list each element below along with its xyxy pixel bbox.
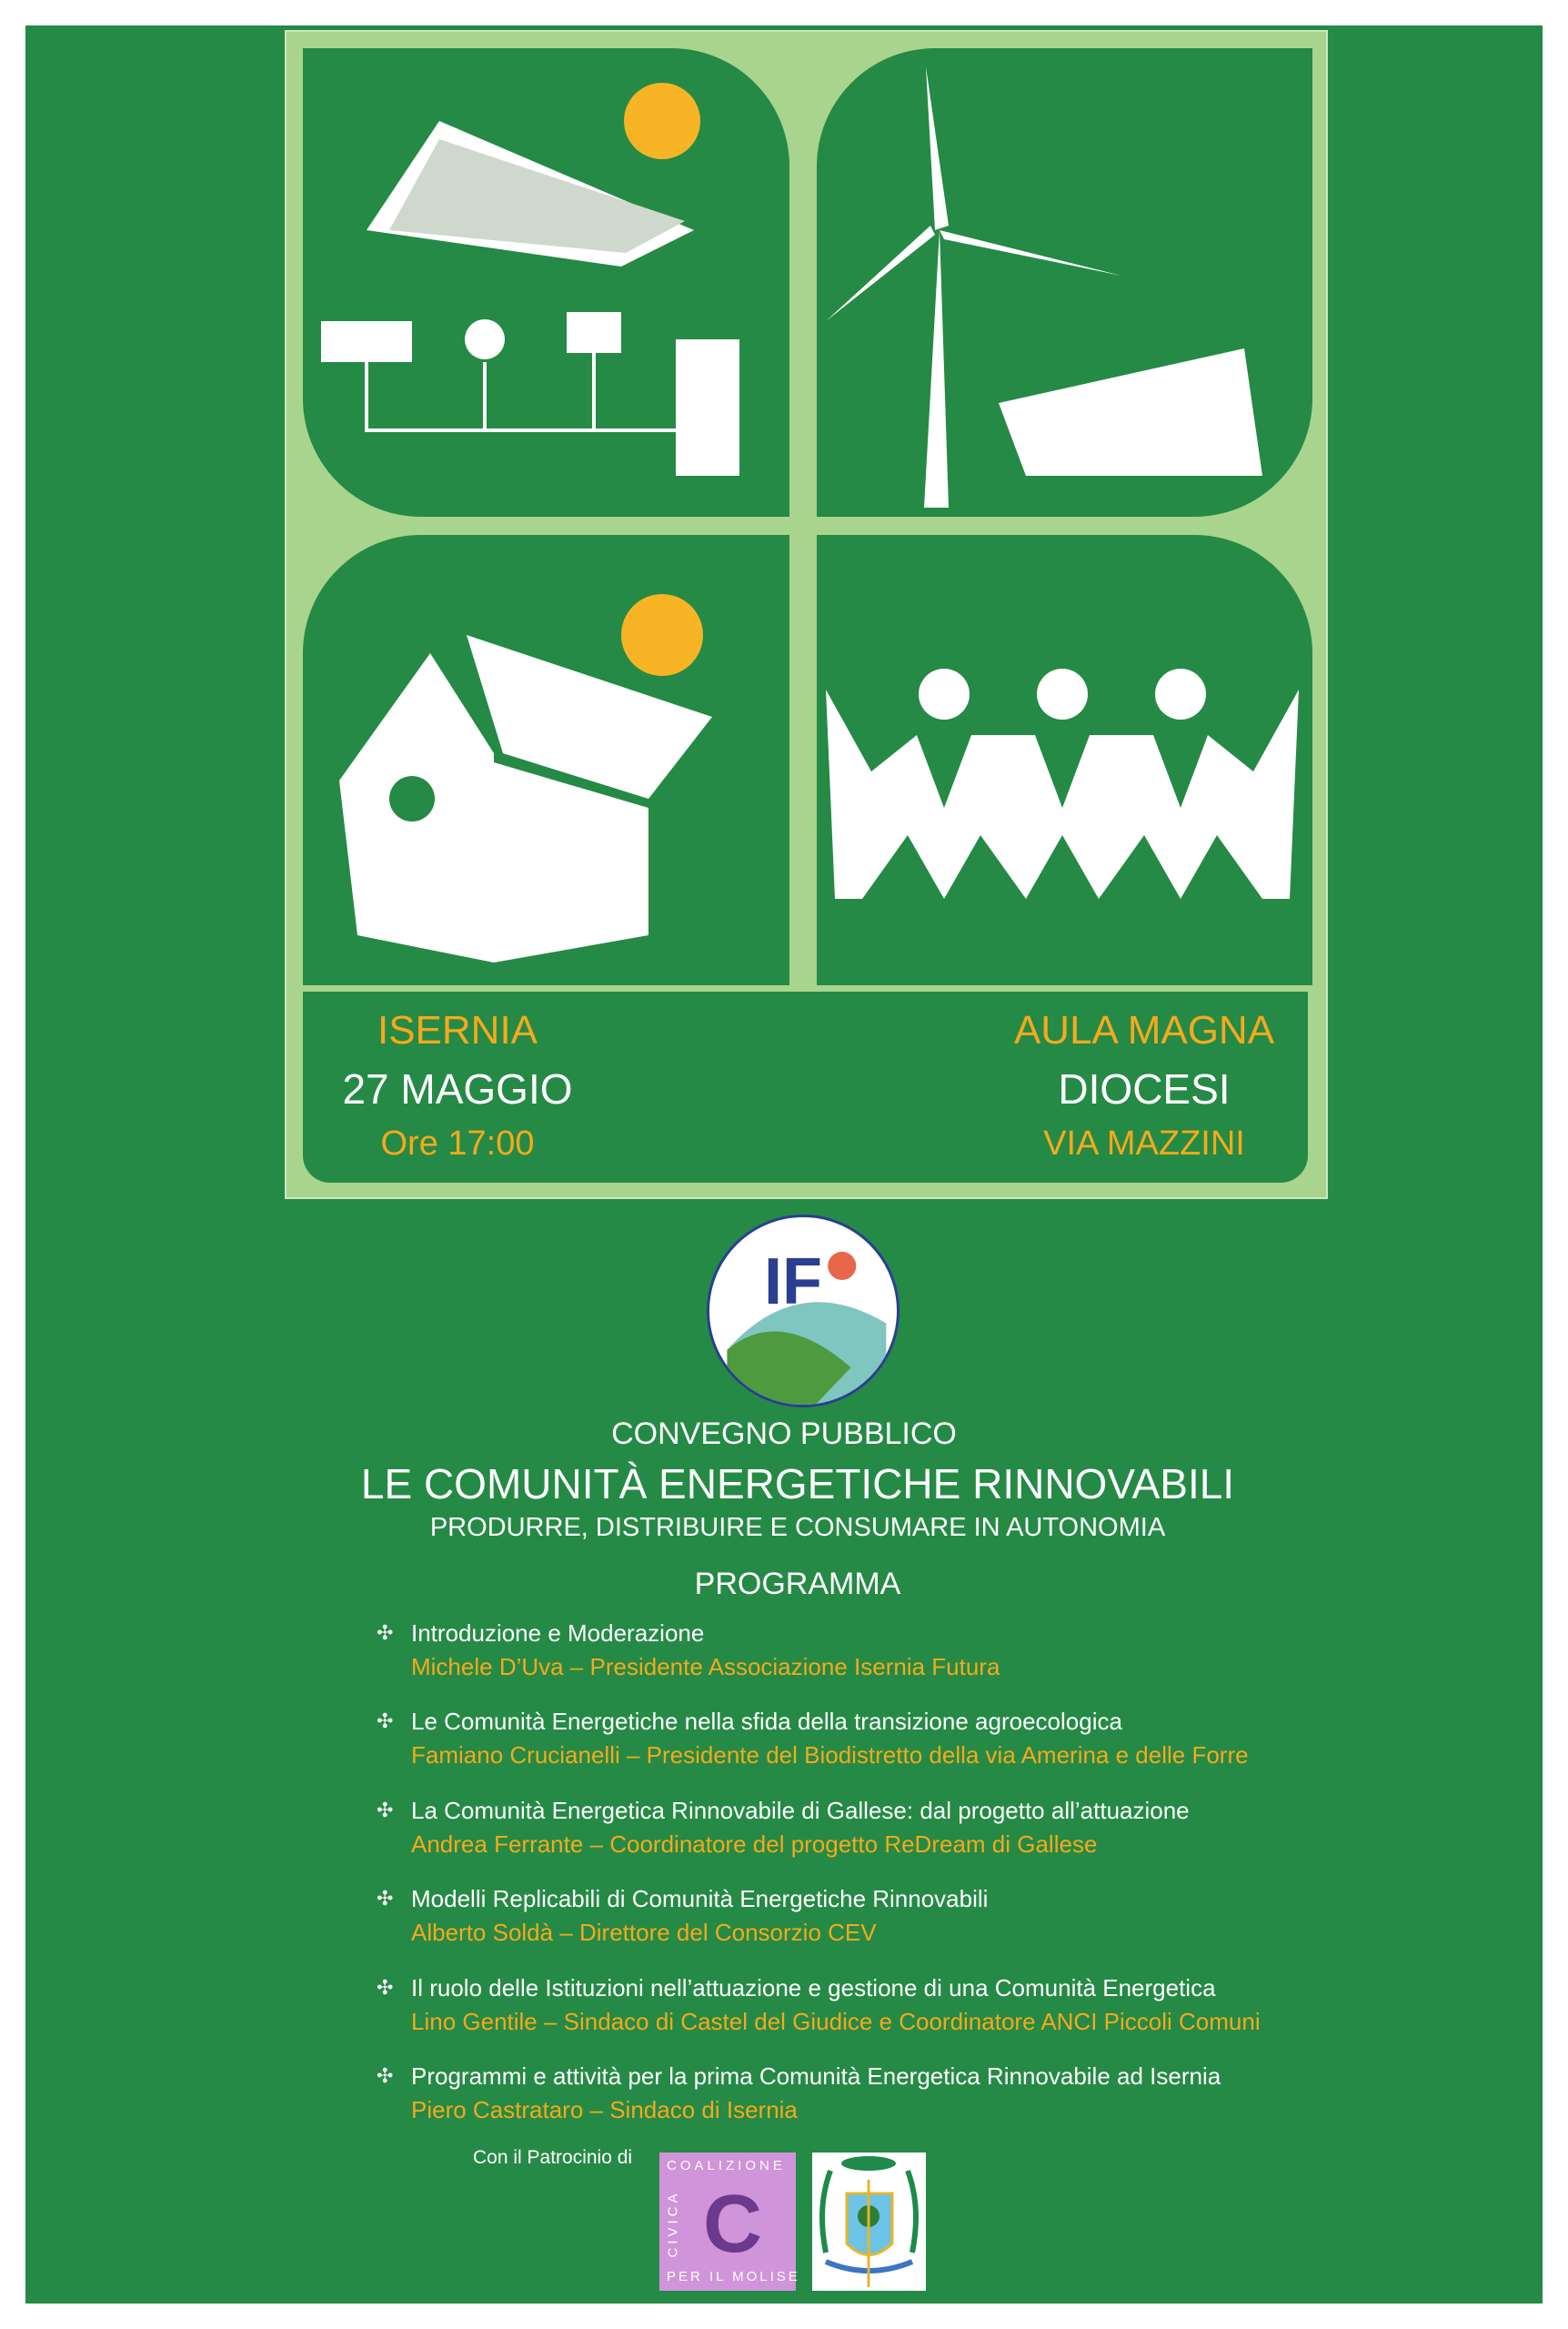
program-item: [373, 1885, 1373, 1947]
program-speaker: Famiano Crucianelli – Presidente del Biodistretto della via Amerina e delle Forre: [411, 1741, 1249, 1769]
bullet-icon: ✣: [377, 1799, 394, 1821]
program-topic: Introduzione e Moderazione: [411, 1619, 705, 1647]
people-chain-illustration: [817, 535, 1312, 985]
program-topic: Programmi e attività per la prima Comunità Energetica Rinnovabile ad Isernia: [411, 2062, 1221, 2090]
program-speaker: Lino Gentile – Sindaco di Castel del Giudice e Coordinatore ANCI Piccoli Comuni: [411, 2008, 1261, 2035]
program-item: [373, 1797, 1373, 1859]
program-item: [373, 1708, 1373, 1769]
kicker: CONVEGNO PUBBLICO: [611, 1417, 957, 1451]
event-venue: AULA MAGNA: [1013, 1008, 1275, 1053]
solar-roof-illustration: [303, 48, 789, 517]
patronage-label: Con il Patrocinio di: [473, 2147, 633, 2168]
civica-letter: C: [703, 2179, 762, 2270]
program-topic: Modelli Replicabili di Comunità Energetiche Rinnovabili: [411, 1885, 989, 1912]
program-speaker: Michele D’Uva – Presidente Associazione Isernia Futura: [411, 1653, 1000, 1680]
bullet-icon: ✣: [377, 1621, 394, 1644]
bullet-icon: ✣: [377, 1887, 394, 1910]
event-city: ISERNIA: [377, 1008, 538, 1053]
program-heading: PROGRAMMA: [694, 1567, 901, 1601]
program-topic: La Comunità Energetica Rinnovabile di Gallese: dal progetto all’attuazione: [411, 1797, 1190, 1824]
bullet-icon: ✣: [377, 1709, 394, 1732]
diocese-coat-of-arms: [812, 2153, 926, 2291]
bullet-icon: ✣: [377, 1976, 394, 1999]
civica-bottom-text: PER IL MOLISE: [667, 2269, 800, 2284]
logo-initials: IF: [764, 1245, 822, 1318]
bullet-icon: ✣: [377, 2064, 394, 2087]
program-speaker: Piero Castrataro – Sindaco di Isernia: [411, 2096, 798, 2123]
isernia-futura-logo: [707, 1215, 900, 1407]
program-item: [373, 1619, 1373, 1681]
program-speaker: Alberto Soldà – Direttore del Consorzio CEV: [411, 1919, 877, 1946]
subtitle: PRODURRE, DISTRIBUIRE E CONSUMARE IN AUTONOMIA: [429, 1513, 1166, 1542]
program-topic: Il ruolo delle Istituzioni nell’attuazione e gestione di una Comunità Energetica: [411, 1974, 1216, 2001]
solar-house-illustration: [303, 535, 789, 985]
civica-side-text: CIVICA: [665, 2190, 681, 2258]
page-title: LE COMUNITÀ ENERGETICHE RINNOVABILI: [360, 1460, 1235, 1507]
event-date: 27 MAGGIO: [342, 1065, 573, 1113]
wind-turbine-illustration: [817, 48, 1312, 517]
program-speaker: Andrea Ferrante – Coordinatore del progetto ReDream di Gallese: [411, 1830, 1098, 1858]
event-address: VIA MAZZINI: [1043, 1124, 1245, 1163]
event-info-box: [303, 992, 1308, 1183]
civica-top-text: COALIZIONE: [667, 2158, 786, 2173]
coalizione-civica-logo: [659, 2153, 800, 2291]
event-time: Ore 17:00: [380, 1124, 535, 1163]
program-item: [373, 1974, 1373, 2036]
program-topic: Le Comunità Energetiche nella sfida della transizione agroecologica: [411, 1708, 1122, 1735]
event-venue-2: DIOCESI: [1058, 1065, 1231, 1113]
program-item: [373, 2062, 1373, 2124]
